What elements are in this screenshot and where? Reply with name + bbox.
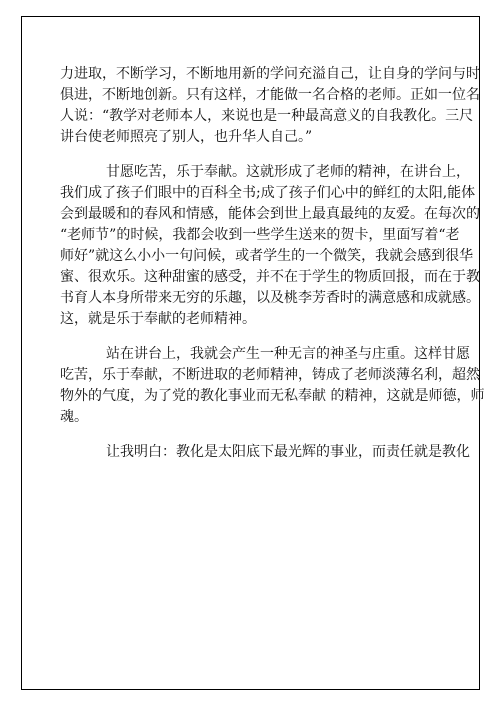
text-line: 甘愿吃苦，乐于奉献。这就形成了老师的精神，在讲台上，	[106, 164, 470, 180]
paragraph-3	[60, 344, 485, 428]
text-line: 让我明白：教化是太阳底下最光辉的事业，而责任就是教化	[106, 444, 470, 460]
document-body	[60, 64, 485, 463]
text-line: 讲台使老师照亮了别人，也升华人自己。”	[60, 129, 313, 145]
text-line: 站在讲台上，我就会产生一种无言的神圣与庄重。这样甘愿	[106, 346, 470, 362]
paragraph-2	[60, 162, 480, 330]
text-line: 我们成了孩子们眼中的百科全书;成了孩子们心中的鲜红的太阳,能体	[60, 185, 476, 201]
text-line: 蜜、很欢乐。这种甜蜜的感受，并不在于学生的物质回报，而在于教	[60, 269, 480, 285]
text-line: 会到最暖和的春风和情感，能体会到世上最真最纯的友爱。在每次的	[60, 206, 480, 222]
text-line: 书育人本身所带来无穷的乐趣，以及桃李芳香时的满意感和成就感。	[60, 290, 480, 306]
text-line: 力进取，不断学习，不断地用新的学问充溢自己，让自身的学问与时	[60, 66, 480, 82]
text-line: 这，就是乐于奉献的老师精神。	[60, 311, 256, 327]
text-line: 魂。	[60, 409, 88, 425]
paragraph-4	[60, 442, 470, 463]
text-line: 吃苦，乐于奉献，不断进取的老师精神，铸成了老师淡薄名利，超然	[60, 367, 480, 383]
text-line: “老师节”的时候，我都会收到一些学生送来的贺卡，里面写着“老	[60, 227, 460, 243]
text-line: 师好”就这么小小一句问候，或者学生的一个微笑，我就会感到很华	[60, 248, 474, 264]
text-line: 人说：“教学对老师本人，来说也是一种最高意义的自我教化。三尺	[60, 108, 474, 124]
text-line: 俱进，不断地创新。只有这样，才能做一名合格的老师。正如一位名	[60, 87, 480, 103]
text-line: 物外的气度，为了党的教化事业而无私奉献 的精神，这就是师德，师	[60, 388, 485, 404]
paragraph-1	[60, 64, 480, 148]
